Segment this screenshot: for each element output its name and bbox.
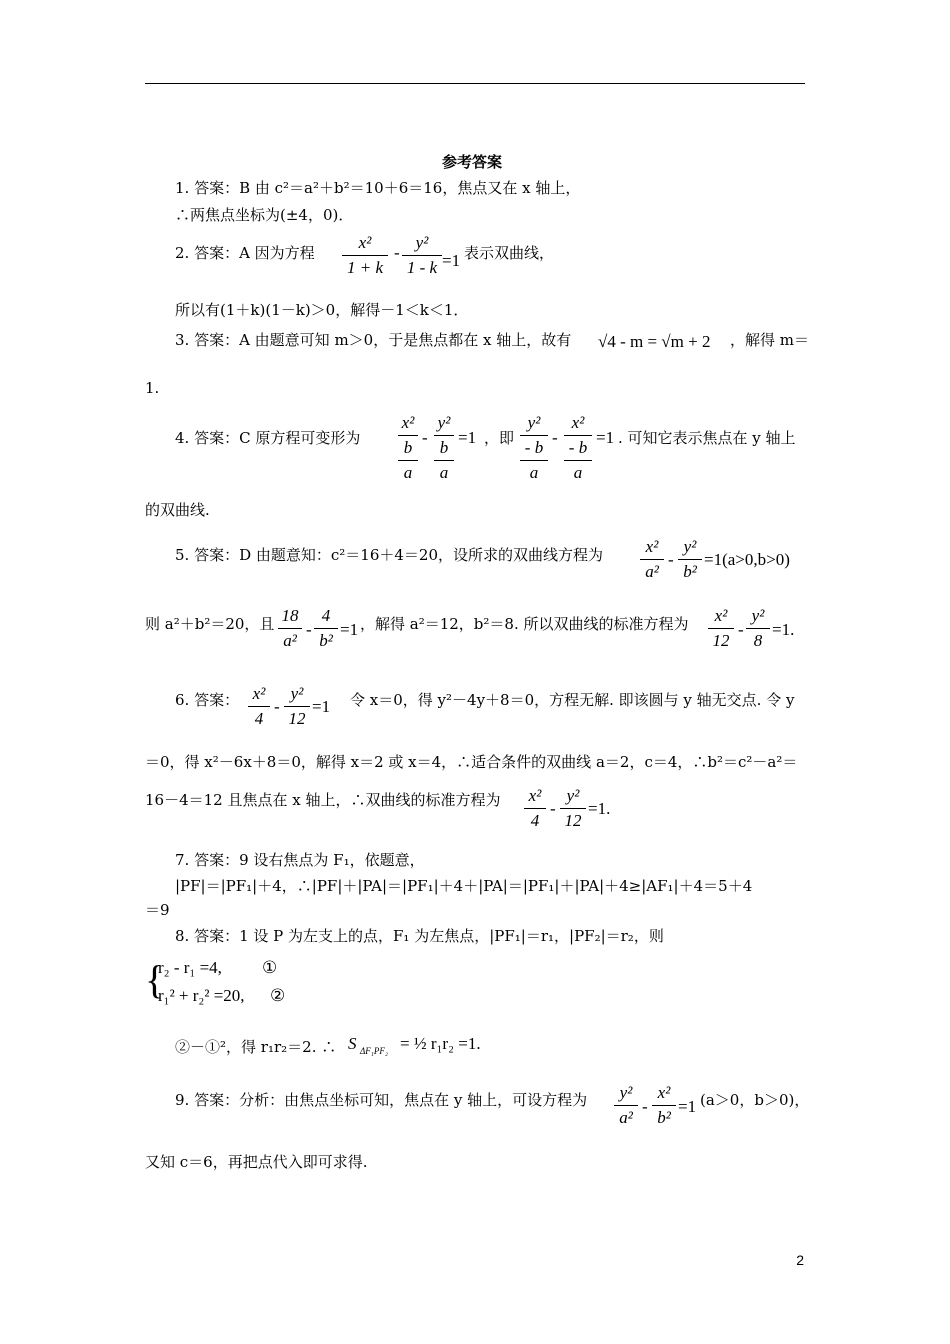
page-number: 2	[796, 1252, 804, 1268]
q4-post: . 可知它表示焦点在 y 轴上	[618, 429, 796, 447]
q6-line2: ＝0，得 x²－6x＋8＝0，解得 x＝2 或 x＝4，∴适合条件的双曲线 a＝2，c＝4，∴b²＝c²－a²＝	[145, 753, 798, 771]
q6-line1: 令 x＝0，得 y²－4y＋8＝0，方程无解. 即该圆与 y 轴无交点. 令 y	[350, 691, 795, 709]
q5-cond: =1(a>0,b>0)	[704, 550, 790, 569]
q5-line2mid: ，解得 a²＝12，b²＝8. 所以双曲线的标准方程为	[360, 615, 689, 633]
q3-post: ，解得 m＝	[730, 331, 809, 349]
q2-line2: 所以有(1＋k)(1－k)＞0，解得－1＜k＜1．	[175, 301, 469, 319]
q4-mid: ，即	[484, 429, 515, 447]
q3-line1: 3. 答案：A 由题意可知 m＞0，于是焦点都在 x 轴上，故有	[175, 331, 572, 349]
q1-line1: 1. 答案：B 由 c²＝a²＋b²＝10＋6＝16，焦点又在 x 轴上，	[175, 179, 581, 197]
q8-line3: ②－①²，得 r₁r₂＝2. ∴	[175, 1038, 337, 1056]
q7-line3: ＝9	[145, 901, 170, 919]
q6-line3: 16－4＝12 且焦点在 x 轴上，∴双曲线的标准方程为	[145, 791, 501, 809]
q9-post: (a＞0，b＞0)，	[700, 1091, 810, 1109]
q7-line2: |PF|＝|PF₁|＋4，∴|PF|＋|PA|＝|PF₁|＋4＋|PA|＝|PF₁|＋|PA|＋4≥|AF₁|＋4＝5＋4	[175, 877, 753, 895]
page-title: 参考答案	[442, 153, 503, 171]
q4-frac3: y² - b a	[520, 412, 548, 484]
q9-line2: 又知 c＝6，再把点代入即可求得.	[145, 1153, 368, 1171]
q5-pre: 5. 答案：D 由题意知：c²＝16＋4＝20，设所求的双曲线方程为	[175, 546, 604, 564]
q2-post: 表示双曲线，	[464, 244, 555, 262]
q4-frac4: x² - b a	[564, 412, 592, 484]
q2-frac2: y² 1 - k	[402, 232, 442, 279]
q2-frac1: x² 1 + k	[342, 232, 388, 279]
q4-line2: 的双曲线.	[145, 501, 210, 519]
q9-pre: 9. 答案：分析：由焦点坐标可知，焦点在 y 轴上，可设方程为	[175, 1091, 588, 1109]
q7-line1: 7. 答案：9 设右焦点为 F₁，依题意，	[175, 851, 425, 869]
header-rule	[145, 83, 805, 84]
q6-pre: 6. 答案：	[175, 691, 240, 709]
q3-line2: 1.	[145, 379, 160, 397]
q2-pre: 2. 答案：A 因为方程	[175, 244, 315, 262]
q1-line2: ∴两焦点坐标为(±4，0)．	[175, 206, 354, 224]
q4-frac2: y² b a	[434, 412, 454, 484]
q8-line1: 8. 答案：1 设 P 为左支上的点，F₁ 为左焦点，|PF₁|＝r₁，|PF₂|＝r₂，则	[175, 927, 664, 945]
q4-frac1: x² b a	[398, 412, 418, 484]
q5-line2pre: 则 a²＋b²＝20，且	[145, 615, 275, 633]
q3-math: √4 - m = √m + 2	[598, 332, 711, 351]
q4-pre: 4. 答案：C 原方程可变形为	[175, 429, 361, 447]
